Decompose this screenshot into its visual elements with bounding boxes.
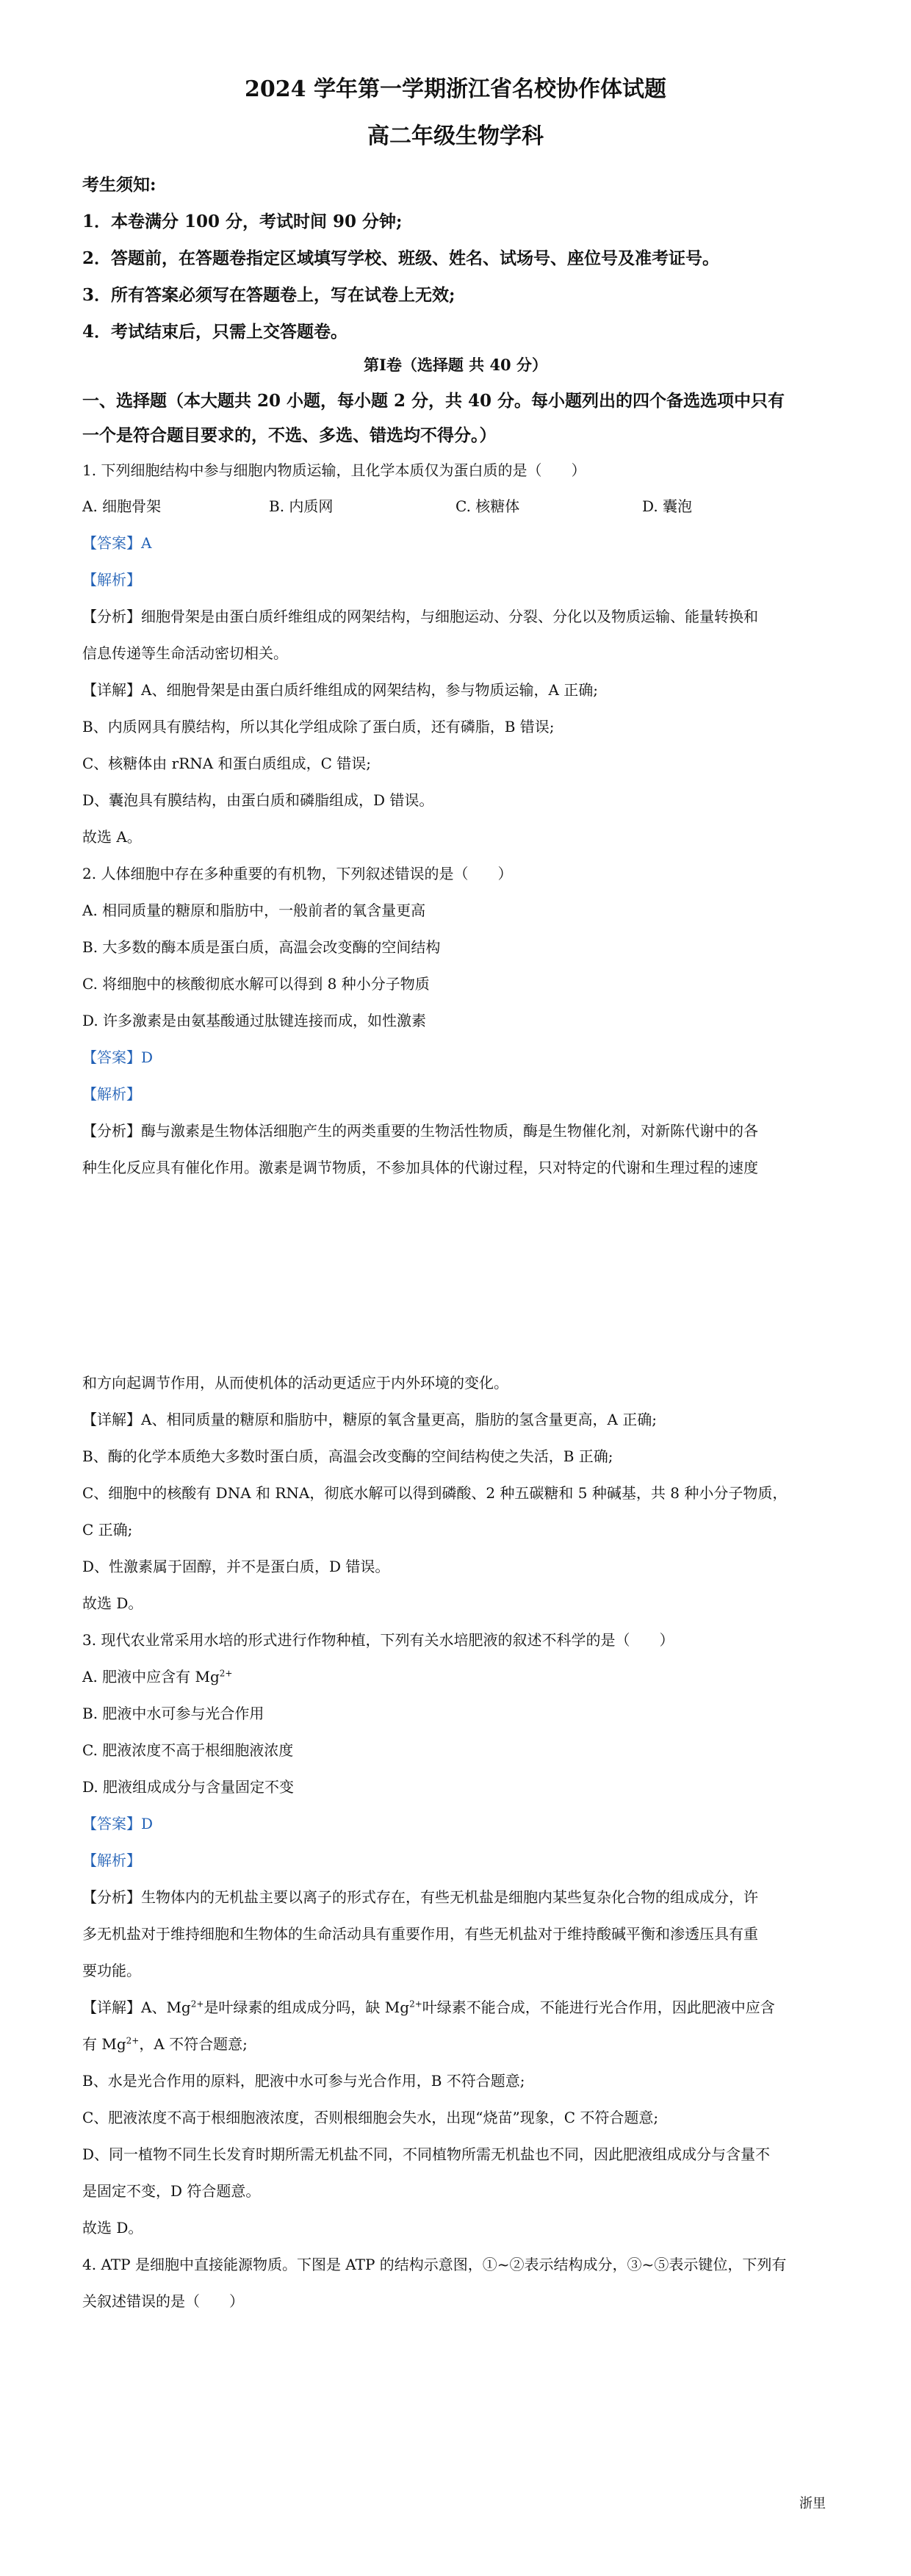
analysis-tag: 【解析】 [82,1085,141,1103]
analysis-line: 种生化反应具有催化作用。激素是调节物质，不参加具体的代谢过程，只对特定的代谢和生理过程的速度 [82,1159,758,1176]
analysis-line: 信息传递等生命活动密切相关。 [82,644,288,662]
page-footer: 浙里 [799,2496,826,2511]
section-intro: 一个是符合题目要求的，不选、多选、错选均不得分。） [82,425,497,445]
option-d: D. 许多激素是由氨基酸通过肽键连接而成，如性激素 [82,1012,427,1029]
option-d: D. 肥液组成成分与含量固定不变 [82,1778,295,1796]
analysis-line: 【分析】生物体内的无机盐主要以离子的形式存在，有些无机盐是细胞内某些复杂化合物的组成成分，许 [82,1888,758,1906]
notice-heading: 考生须知: [82,175,156,195]
detail-line: B、酶的化学本质绝大多数时蛋白质，高温会改变酶的空间结构使之失活，B 正确; [82,1447,613,1465]
option-c: C. 肥液浓度不高于根细胞液浓度 [82,1741,294,1759]
conclusion-line: 故选 A。 [82,828,142,846]
detail-line: B、内质网具有膜结构，所以其化学组成除了蛋白质，还有磷脂，B 错误; [82,718,555,735]
section-intro: 一、选择题（本大题共 20 小题，每小题 2 分，共 40 分。每小题列出的四个备选选项中只有 [82,391,785,411]
question-stem: 1. 下列细胞结构中参与细胞内物质运输，且化学本质仅为蛋白质的是（ ） [82,461,586,479]
analysis-tag: 【解析】 [82,571,141,589]
option-b: B. 肥液中水可参与光合作用 [82,1705,264,1722]
detail-line: C 正确; [82,1521,133,1539]
notice-item: 1．本卷满分 100 分，考试时间 90 分钟; [82,212,403,231]
analysis-line: 多无机盐对于维持细胞和生物体的生命活动具有重要作用，有些无机盐对于维持酸碱平衡和渗透压具有重 [82,1925,758,1943]
detail-line: C、细胞中的核酸有 DNA 和 RNA，彻底水解可以得到磷酸、2 种五碳糖和 5 种碱基，共 8 种小分子物质， [82,1484,788,1502]
analysis-line: 和方向起调节作用，从而使机体的活动更适应于内外环境的变化。 [82,1374,508,1392]
exam-title: 2024 学年第一学期浙江省名校协作体试题 [245,76,666,102]
detail-line: D、囊泡具有膜结构，由蛋白质和磷脂组成，D 错误。 [82,791,434,809]
detail-line: B、水是光合作用的原料，肥液中水可参与光合作用，B 不符合题意; [82,2072,525,2090]
detail-line: 【详解】A、相同质量的糖原和脂肪中，糖原的氧含量更高，脂肪的氢含量更高，A 正确; [82,1411,657,1428]
notice-item: 4．考试结束后，只需上交答题卷。 [82,322,348,342]
option-d: D. 囊泡 [642,497,693,515]
option-b: B. 内质网 [269,497,334,515]
conclusion-line: 故选 D。 [82,1594,143,1612]
option-a: A. 肥液中应含有 $Mg^{2+}$ [82,1668,233,1685]
detail-line: 有 $Mg^{2+}$，A 不符合题意; [82,2035,248,2053]
analysis-line: 【分析】细胞骨架是由蛋白质纤维组成的网架结构，与细胞运动、分裂、分化以及物质运输、能量转换和 [82,608,758,625]
question-stem: 关叙述错误的是（ ） [82,2292,244,2310]
detail-line: C、核糖体由 rRNA 和蛋白质组成，C 错误; [82,755,371,772]
question-stem: 2. 人体细胞中存在多种重要的有机物，下列叙述错误的是（ ） [82,865,513,882]
question-stem: 3. 现代农业常采用水培的形式进行作物种植，下列有关水培肥液的叙述不科学的是（ ） [82,1631,674,1649]
detail-line: D、同一植物不同生长发育时期所需无机盐不同，不同植物所需无机盐也不同，因此肥液组成成分与含量不 [82,2145,771,2163]
analysis-tag: 【解析】 [82,1852,141,1869]
option-a: A. 相同质量的糖原和脂肪中，一般前者的氧含量更高 [82,902,426,919]
notice-item: 2．答题前，在答题卷指定区域填写学校、班级、姓名、试场号、座位号及准考证号。 [82,248,720,268]
answer-tag: 【答案】D [82,1048,154,1066]
analysis-line: 【分析】酶与激素是生物体活细胞产生的两类重要的生物活性物质，酶是生物催化剂，对新陈代谢中的各 [82,1122,758,1140]
detail-line: C、肥液浓度不高于根细胞液浓度，否则根细胞会失水，出现“烧苗”现象，C 不符合题意; [82,2109,659,2126]
option-a: A. 细胞骨架 [82,497,162,515]
detail-line: 是固定不变，D 符合题意。 [82,2182,261,2200]
notice-item: 3．所有答案必须写在答题卷上，写在试卷上无效; [82,285,455,305]
detail-line: 【详解】A、细胞骨架是由蛋白质纤维组成的网架结构，参与物质运输，A 正确; [82,681,598,699]
question-stem: 4. ATP 是细胞中直接能源物质。下图是 ATP 的结构示意图，①~②表示结构成分，③~⑤表示键位，下列有 [82,2256,787,2273]
exam-subtitle: 高二年级生物学科 [367,123,544,149]
analysis-line: 要功能。 [82,1962,141,1979]
section-title: 第Ⅰ卷（选择题 共 40 分） [364,356,547,374]
option-c: C. 将细胞中的核酸彻底水解可以得到 8 种小分子物质 [82,975,430,993]
option-c: C. 核糖体 [455,497,520,515]
answer-tag: 【答案】A [82,534,152,552]
detail-line: D、性激素属于固醇，并不是蛋白质，D 错误。 [82,1558,390,1575]
option-b: B. 大多数的酶本质是蛋白质，高温会改变酶的空间结构 [82,938,441,956]
answer-tag: 【答案】D [82,1815,154,1832]
conclusion-line: 故选 D。 [82,2219,143,2237]
detail-line: 【详解】A、$Mg^{2+}$是叶绿素的组成成分吗，缺 $Mg^{2+}$叶绿素不能合成，不能进行光合作用，因此肥液中应含 [82,1998,775,2016]
